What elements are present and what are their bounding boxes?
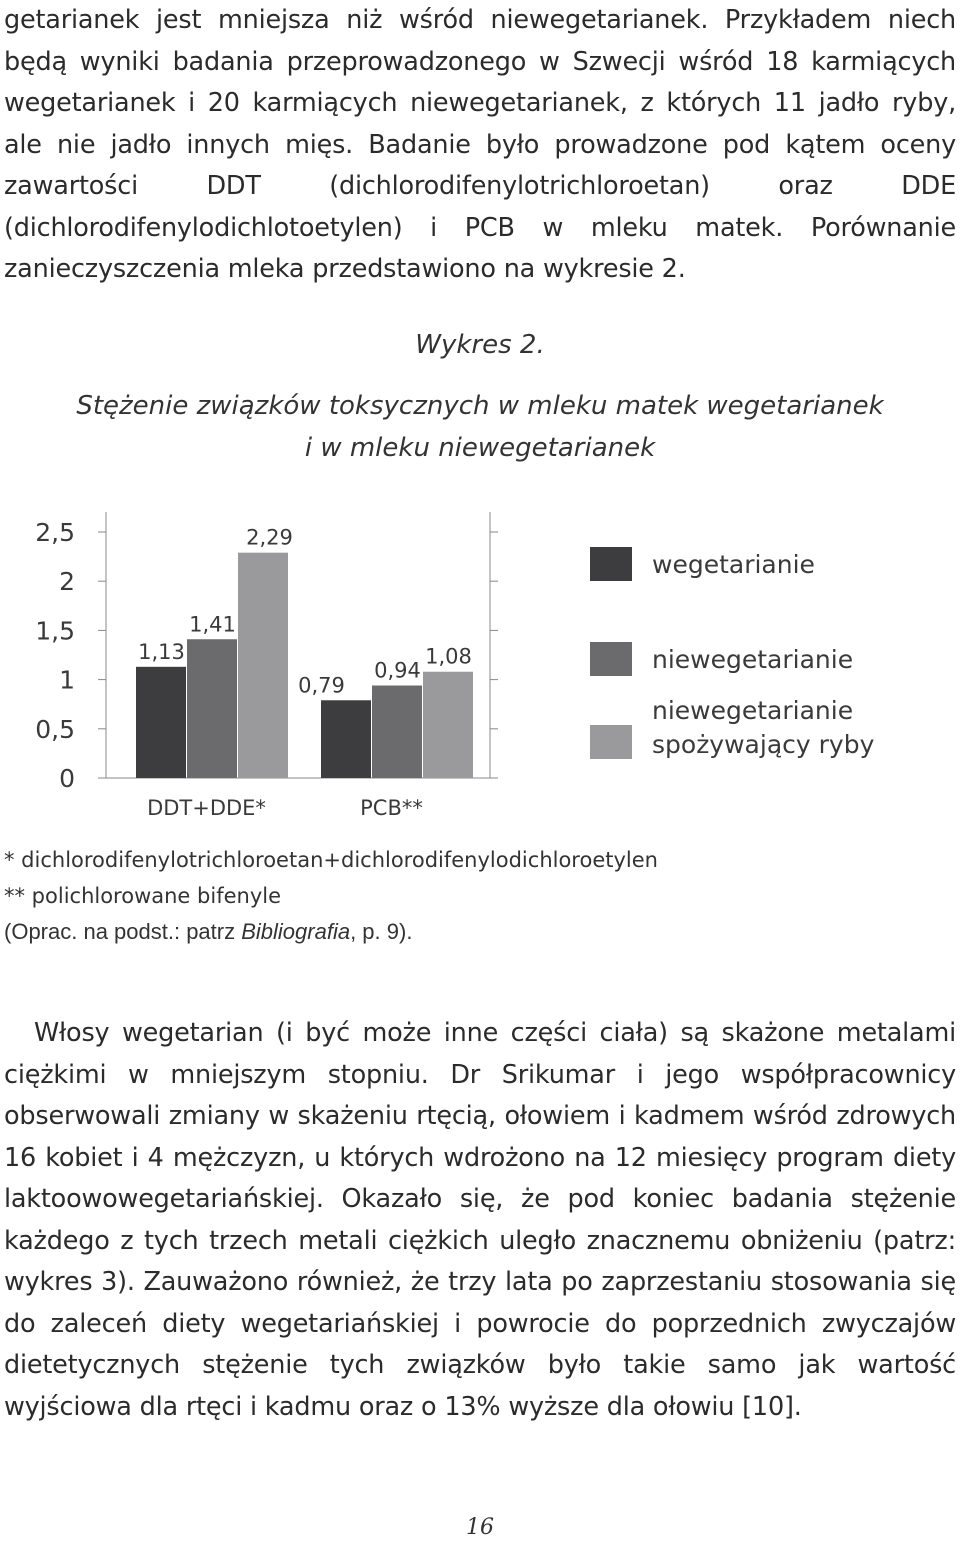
source-prefix: (Oprac. na podst.: patrz — [4, 919, 242, 944]
x-category-label: DDT+DDE* — [147, 796, 266, 820]
footnote-ddt-dde: * dichlorodifenylotrichloroetan+dichlorodifenylodichloroetylen — [4, 848, 658, 872]
chart-title-line1: Stężenie związków toksycznych w mleku matek wegetarianek — [76, 391, 884, 421]
bar-value-label: 1,13 — [138, 639, 185, 664]
bar — [187, 639, 237, 778]
legend-label: spożywający ryby — [652, 730, 875, 759]
bar — [372, 686, 422, 778]
source-note — [4, 914, 658, 950]
body-paragraph-top: getarianek jest mniejsza niż wśród niewegetarianek. Przykładem niech będą wyniki badania przeprowadzonego w Szwecji wśród 18 karmiących wegetarianek i 20 karmiących niewegetarianek, z których 11 jadło ryby, ale nie jadło innych mięs. Badanie było prowadzone pod kątem oceny zawartości DDT (dichlorodifenylotrichloroetan) oraz DDE (dichlorodifenylodichlotoetylen) i PCB w mleku matek. Porównanie zanieczyszczenia mleka przedstawiono na wykresie 2. — [4, 5, 956, 284]
bar-chart — [0, 490, 960, 830]
source-bibliography: Bibliografia — [241, 919, 351, 944]
y-tick-label: 1 — [59, 665, 75, 695]
page-number: 16 — [466, 1515, 494, 1540]
chart-title — [0, 385, 960, 469]
footnote-pcb: ** polichlorowane bifenyle — [4, 884, 281, 908]
legend-swatch — [590, 547, 632, 581]
source-suffix: , p. 9). — [350, 919, 413, 944]
y-tick-label: 1,5 — [35, 616, 75, 646]
bar — [423, 672, 473, 778]
x-category-label: PCB** — [360, 796, 423, 820]
legend-label: wegetarianie — [652, 550, 815, 579]
bar-value-label: 0,94 — [374, 658, 421, 683]
y-tick-label: 0,5 — [35, 714, 75, 744]
bar-value-label: 1,08 — [425, 644, 472, 669]
chart-title-line2: i w mleku niewegetarianek — [304, 433, 656, 463]
legend-swatch — [590, 642, 632, 676]
bar-value-label: 0,79 — [298, 673, 345, 698]
body-paragraph-bottom: Włosy wegetarian (i być może inne części ciała) są skażone metalami ciężkimi w mniejszym stopniu. Dr Srikumar i jego współpracownicy obserwowali zmiany w skażeniu rtęcią, ołowiem i kadmem wśród zdrowych 16 kobiet i 4 mężczyzn, u których wdrożono na 12 miesięcy program diety laktoowowegetariańskiej. Okazało się, że pod koniec badania stężenie każdego z tych trzech metali ciężkich uległo znacznemu obniżeniu (patrz: wykres 3). Zauważono również, że trzy lata po zaprzestaniu stosowania się do zaleceń diety wegetariańskiej i powrocie do poprzednich zwyczajów dietetycznych stężenie tych związków było takie samo jak wartość wyjściowa dla rtęci i kadmu oraz o 13% wyższe dla ołowiu [10]. — [4, 1018, 956, 1422]
bar-value-label: 1,41 — [189, 612, 236, 637]
bar — [136, 667, 186, 778]
legend-label: niewegetarianie — [652, 696, 854, 725]
bar — [321, 700, 371, 778]
legend-label: niewegetarianie — [652, 645, 854, 674]
y-tick-label: 0 — [59, 764, 75, 793]
bar-value-label: 2,29 — [246, 525, 293, 550]
y-tick-label: 2,5 — [35, 518, 75, 547]
legend-swatch — [590, 725, 632, 759]
y-tick-label: 2 — [59, 567, 75, 597]
bar — [238, 553, 288, 778]
chart-label: Wykres 2. — [415, 330, 545, 360]
footnotes — [4, 842, 658, 950]
